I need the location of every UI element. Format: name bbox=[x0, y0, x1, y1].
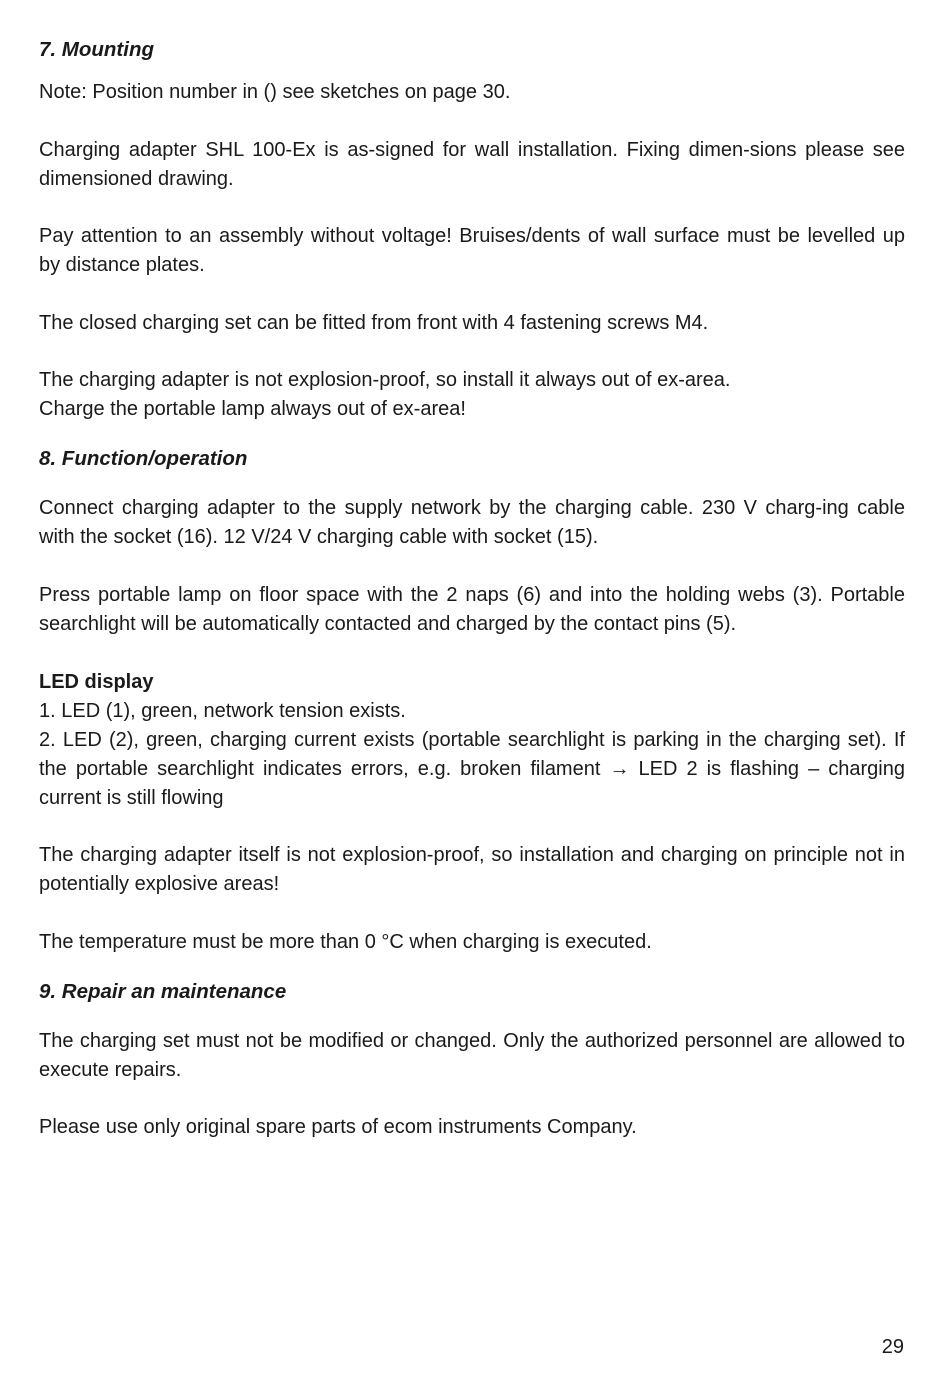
function-paragraph-press: Press portable lamp on floor space with the 2 naps (6) and into the holding webs (3). Portable searchlight will be automatically contacted and charged by the contact pins (5). bbox=[39, 583, 905, 635]
function-paragraph-explosion: The charging adapter itself is not explosion-proof, so installation and charging on principle not in potentially explosive areas! bbox=[39, 844, 905, 896]
mounting-note: Note: Position number in () see sketches on page 30. bbox=[39, 81, 511, 103]
function-paragraph-temperature: The temperature must be more than 0 °C when charging is executed. bbox=[39, 930, 652, 953]
section-heading-repair: 9. Repair an maintenance bbox=[39, 979, 287, 1003]
function-paragraph-connect: Connect charging adapter to the supply network by the charging cable. 230 V charg-ing cable with the socket (16). 12 V/24 V charging cable with socket (15). bbox=[39, 497, 905, 549]
led-display-heading: LED display bbox=[39, 670, 154, 693]
mounting-paragraph-adapter: Charging adapter SHL 100-Ex is as-signed for wall installation. Fixing dimen-sions please see dimensioned drawing. bbox=[39, 138, 905, 190]
section-heading-function: 8. Function/operation bbox=[39, 447, 248, 471]
led-list-item-2: 2. LED (2), green, charging current exists (portable searchlight is parking in the charging set). If the portable searchlight indicates errors, e.g. broken filament → LED 2 is flashing – charging current is still flowing bbox=[39, 728, 905, 809]
page-number: 29 bbox=[881, 1336, 904, 1358]
section-heading-mounting: 7. Mounting bbox=[39, 38, 155, 61]
mounting-paragraph-screws: The closed charging set can be fitted from front with 4 fastening screws M4. bbox=[39, 311, 709, 334]
repair-paragraph-modify: The charging set must not be modified or changed. Only the authorized personnel are allowed to execute repairs. bbox=[39, 1029, 905, 1081]
mounting-paragraph-explosion: The charging adapter is not explosion-proof, so install it always out of ex-area. bbox=[39, 369, 731, 392]
mounting-paragraph-charge: Charge the portable lamp always out of ex-area! bbox=[39, 398, 466, 421]
mounting-paragraph-voltage: Pay attention to an assembly without voltage! Bruises/dents of wall surface must be levelled up by distance plates. bbox=[39, 225, 905, 277]
led-list-item-1: 1. LED (1), green, network tension exists. bbox=[39, 699, 406, 722]
repair-paragraph-spare-parts: Please use only original spare parts of ecom instruments Company. bbox=[39, 1116, 637, 1139]
document-page bbox=[39, 28, 905, 1142]
